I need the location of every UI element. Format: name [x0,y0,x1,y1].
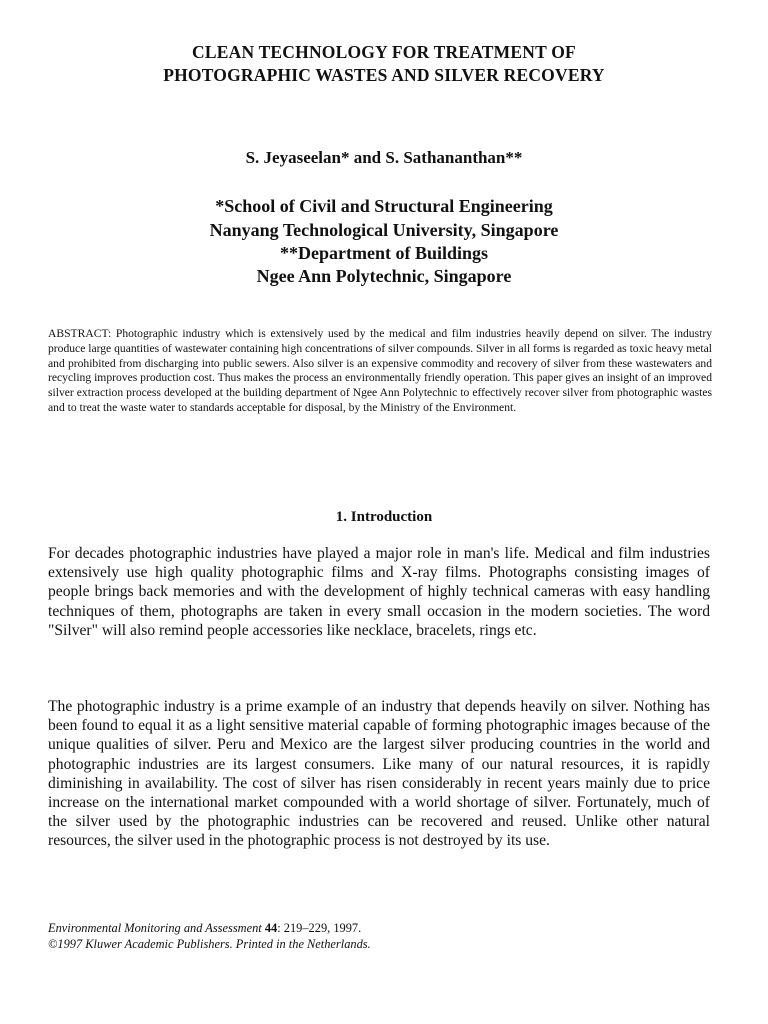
intro-paragraph-1: For decades photographic industries have played a major role in man's life. Medical and film industries extensively use high quality photographic films and X-ray films. Photographs consisting images of people brings back memories and with the development of highly technical cameras with easy handling techniques of them, photographs are taken in every small occasion in the modern societies. The word "Silver" will also remind people accessories like necklace, bracelets, rings etc. [48,545,710,639]
author-list: S. Jeyaseelan* and S. Sathananthan** [245,148,523,167]
journal-volume: 44 [264,921,278,935]
abstract-label: ABSTRACT: [48,327,112,340]
intro-paragraph-2: The photographic industry is a prime example of an industry that depends heavily on silver. Nothing has been found to equal it as a light sensitive material capable of forming photographic images because of the unique qualities of silver. Peru and Mexico are the largest silver producing countries in the world and photographic industries are its largest consumers. Like many of our natural resources, it is rapidly diminishing in availability. The cost of silver has risen considerably in recent years mainly due to price increase on the international market compounded with a world shortage of silver. Fortunately, much of the silver used by the photographic industries can be recovered and reused. Unlike other natural resources, the silver used in the photographic process is not destroyed by its use. [48,698,710,850]
affiliation-4: Ngee Ann Polytechnic, Singapore [256,266,512,286]
journal-pages: : 219–229, 1997. [277,921,362,935]
journal-name: Environmental Monitoring and Assessment [48,921,262,935]
section-heading-introduction: 1. Introduction [335,509,433,525]
journal-citation [48,920,710,936]
affiliation-2: Nanyang Technological University, Singapore [209,220,559,240]
affiliation-3: **Department of Buildings [279,243,488,263]
affiliation-1: *School of Civil and Structural Engineering [215,196,553,216]
copyright-line: ©1997 Kluwer Academic Publishers. Printed in the Netherlands. [48,937,371,951]
publication-footer [48,920,710,952]
abstract-text: Photographic industry which is extensively used by the medical and film industries heavily depend on silver. The industry produce large quantities of wastewater containing high concentrations of silver compounds. Silver in all forms is regarded as toxic heavy metal and prohibited from discharging into public sewers. Also silver is an expensive commodity and recovery of silver from these wastewaters and recycling improves production cost. Thus makes the process an environmentally friendly operation. This paper gives an insight of an improved silver extraction process developed at the building department of Ngee Ann Polytechnic to effectively recover silver from photographic wastes and to treat the waste water to standards acceptable for disposal, by the Ministry of the Environment. [48,327,712,414]
paper-title-line-1: CLEAN TECHNOLOGY FOR TREATMENT OF [192,42,576,62]
abstract [48,327,712,416]
paper-title-line-2: PHOTOGRAPHIC WASTES AND SILVER RECOVERY [163,65,605,85]
